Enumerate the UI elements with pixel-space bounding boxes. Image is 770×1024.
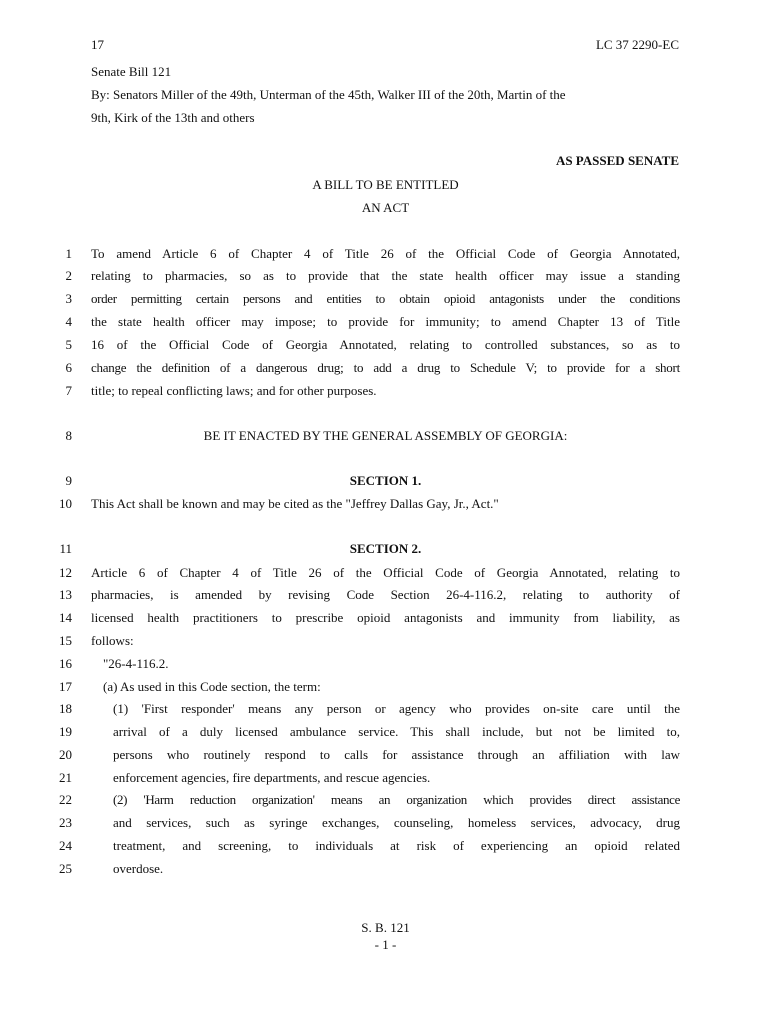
lc-number: LC 37 2290-EC <box>595 37 679 52</box>
bill-title-line-1: A BILL TO BE ENTITLED <box>312 177 459 192</box>
bill-text-line: treatment, and screening, to individuals at risk of experiencing an opioid related <box>113 838 680 853</box>
line-number: 24 <box>59 838 72 853</box>
line-number: 14 <box>59 610 72 625</box>
line-number: 8 <box>65 428 72 443</box>
line-number: 16 <box>59 656 72 671</box>
section-heading: SECTION 1. <box>349 473 422 488</box>
line-number: 20 <box>59 747 72 762</box>
sponsors-line-1: By: Senators Miller of the 49th, Unterman of the 45th, Walker III of the 20th, Martin of the <box>91 87 566 102</box>
enacting-clause: BE IT ENACTED BY THE GENERAL ASSEMBLY OF GEORGIA: <box>203 428 568 443</box>
line-number: 15 <box>59 633 72 648</box>
sponsors-line-2: 9th, Kirk of the 13th and others <box>91 110 255 125</box>
bill-text-line: (2) 'Harm reduction organization' means an organization which provides direct assistance <box>113 792 680 807</box>
line-number: 6 <box>65 360 72 375</box>
page-number: 17 <box>91 37 104 52</box>
bill-text-line: persons who routinely respond to calls for assistance through an affiliation with law <box>113 747 680 762</box>
bill-text-line: (1) 'First responder' means any person or agency who provides on-site care until the <box>113 701 680 716</box>
line-number: 17 <box>59 679 72 694</box>
bill-text-line: (a) As used in this Code section, the term: <box>103 679 321 694</box>
bill-text-line: order permitting certain persons and entities to obtain opioid antagonists under the conditions <box>91 291 680 306</box>
line-number: 25 <box>59 861 72 876</box>
line-number: 12 <box>59 565 72 580</box>
line-number: 21 <box>59 770 72 785</box>
footer-page-number: - 1 - <box>374 937 397 952</box>
footer-bill-ref: S. B. 121 <box>361 920 410 935</box>
bill-text-line: 16 of the Official Code of Georgia Annotated, relating to controlled substances, so as to <box>91 337 680 352</box>
bill-text-line: enforcement agencies, fire departments, and rescue agencies. <box>113 770 431 785</box>
bill-text-line: follows: <box>91 633 134 648</box>
bill-text-line: To amend Article 6 of Chapter 4 of Title 26 of the Official Code of Georgia Annotated, <box>91 246 680 261</box>
line-number: 13 <box>59 587 72 602</box>
line-number: 3 <box>65 291 72 306</box>
line-number: 11 <box>59 541 72 556</box>
bill-text-line: licensed health practitioners to prescribe opioid antagonists and immunity from liability, as <box>91 610 680 625</box>
line-number: 19 <box>59 724 72 739</box>
bill-text-line: relating to pharmacies, so as to provide that the state health officer may issue a standing <box>91 268 680 283</box>
line-number: 7 <box>65 383 72 398</box>
bill-text-line: title; to repeal conflicting laws; and for other purposes. <box>91 383 377 398</box>
line-number: 22 <box>59 792 72 807</box>
line-number: 2 <box>65 268 72 283</box>
bill-text-line: "26-4-116.2. <box>103 656 169 671</box>
bill-text-line: arrival of a duly licensed ambulance service. This shall include, but not be limited to, <box>113 724 680 739</box>
line-number: 18 <box>59 701 72 716</box>
line-number: 23 <box>59 815 72 830</box>
line-number: 4 <box>65 314 72 329</box>
bill-text-line: This Act shall be known and may be cited as the "Jeffrey Dallas Gay, Jr., Act." <box>91 496 499 511</box>
bill-text-line: pharmacies, is amended by revising Code Section 26-4-116.2, relating to authority of <box>91 587 680 602</box>
bill-text-line: the state health officer may impose; to provide for immunity; to amend Chapter 13 of Title <box>91 314 680 329</box>
status-label: AS PASSED SENATE <box>555 153 679 168</box>
line-number: 10 <box>59 496 72 511</box>
bill-title-line-2: AN ACT <box>361 200 410 215</box>
bill-text-line: change the definition of a dangerous drug; to add a drug to Schedule V; to provide for a short <box>91 360 680 375</box>
bill-name: Senate Bill 121 <box>91 64 172 79</box>
line-number: 1 <box>65 246 72 261</box>
line-number: 5 <box>65 337 72 352</box>
bill-text-line: and services, such as syringe exchanges, counseling, homeless services, advocacy, drug <box>113 815 680 830</box>
bill-text-line: Article 6 of Chapter 4 of Title 26 of the Official Code of Georgia Annotated, relating to <box>91 565 680 580</box>
line-number: 9 <box>65 473 72 488</box>
bill-text-line: overdose. <box>113 861 164 876</box>
section-heading: SECTION 2. <box>349 541 422 556</box>
